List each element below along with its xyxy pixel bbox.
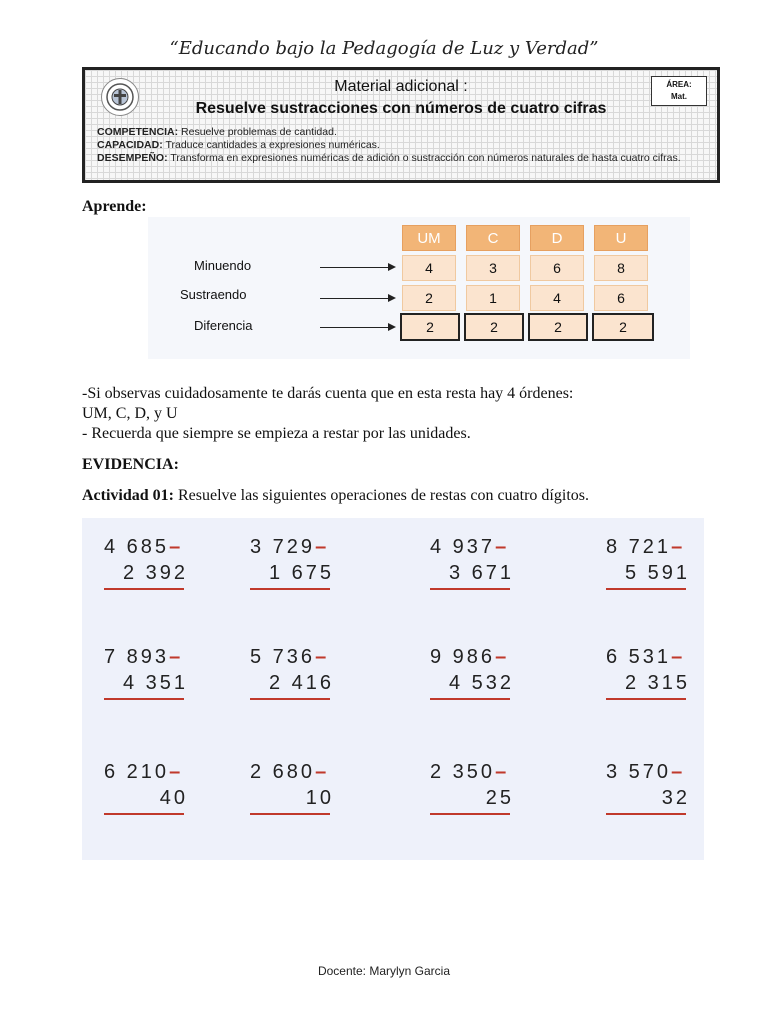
arrow-line (320, 267, 390, 268)
minuend (430, 761, 540, 784)
minuend-number: 3 570 (606, 761, 672, 783)
minuend-number: 6 531 (606, 646, 672, 668)
arrow-right-icon (388, 263, 396, 271)
arrow-right-icon (388, 323, 396, 331)
subtrahend: 4 532 (448, 672, 514, 694)
arrow-line (320, 327, 390, 328)
result-line (104, 698, 184, 700)
minuend-number: 2 350 (430, 761, 496, 783)
header-cell-u: U (594, 225, 648, 251)
diferencia-d: 2 (528, 313, 588, 341)
area-value: Mat. (671, 92, 687, 101)
header-subtitle: Resuelve sustracciones con números de cuatro cifras (195, 100, 607, 117)
subtrahend: 5 591 (624, 562, 690, 584)
minus-sign: – (495, 536, 507, 558)
evidencia-heading: EVIDENCIA: (82, 456, 179, 473)
minuendo-um: 4 (402, 255, 456, 281)
explanation-line-1: -Si observas cuidadosamente te darás cuenta que en esta resta hay 4 órdenes: (82, 385, 574, 402)
sustraendo-d: 4 (530, 285, 584, 311)
operations-panel (82, 518, 704, 860)
minus-sign: – (169, 761, 181, 783)
result-line (430, 813, 510, 815)
desempeno-line (97, 152, 715, 165)
header-cell-um: UM (402, 225, 456, 251)
minuend-number: 3 729 (250, 536, 316, 558)
competencia-label: COMPETENCIA: (97, 126, 179, 138)
minus-sign: – (169, 646, 181, 668)
subtraction-diagram (148, 217, 690, 359)
capacidad-text: Traduce cantidades a expresiones numéricas. (165, 139, 380, 151)
header-title: Material adicional : (334, 78, 468, 95)
sustraendo-c: 1 (466, 285, 520, 311)
subtrahend: 25 (485, 787, 514, 809)
arrow-right-icon (388, 294, 396, 302)
school-motto: “Educando bajo la Pedagogía de Luz y Verdad” (169, 38, 599, 59)
minuend (250, 761, 360, 784)
minuend (606, 761, 716, 784)
minuend (250, 646, 360, 669)
desempeno-label: DESEMPEÑO: (97, 152, 168, 164)
minus-sign: – (315, 761, 327, 783)
result-line (250, 588, 330, 590)
header-box (82, 67, 720, 183)
minuend-number: 4 937 (430, 536, 496, 558)
competencia-text: Resuelve problemas de cantidad. (181, 126, 337, 138)
minus-sign: – (169, 536, 181, 558)
minus-sign: – (671, 761, 683, 783)
subtrahend: 10 (305, 787, 334, 809)
explanation-line-3: - Recuerda que siempre se empieza a restar por las unidades. (82, 425, 471, 442)
minus-sign: – (671, 646, 683, 668)
header-cell-c: C (466, 225, 520, 251)
result-line (250, 813, 330, 815)
aprende-heading: Aprende: (82, 198, 147, 215)
result-line (250, 698, 330, 700)
minuend-number: 6 210 (104, 761, 170, 783)
subtrahend: 40 (159, 787, 188, 809)
row-label-diferencia: Diferencia (194, 318, 253, 333)
result-line (104, 588, 184, 590)
result-line (606, 813, 686, 815)
minuend (104, 761, 214, 784)
subtrahend: 1 675 (268, 562, 334, 584)
competencia-line (97, 126, 715, 139)
result-line (104, 813, 184, 815)
minuend-number: 9 986 (430, 646, 496, 668)
explanation-paragraph (82, 384, 702, 444)
diferencia-um: 2 (400, 313, 460, 341)
minuendo-c: 3 (466, 255, 520, 281)
header-meta (97, 126, 715, 165)
actividad-label: Actividad 01: (82, 487, 174, 504)
minuend (250, 536, 360, 559)
result-line (430, 588, 510, 590)
minuend (606, 536, 716, 559)
minuend (104, 536, 214, 559)
capacidad-line (97, 139, 715, 152)
footer-teacher: Docente: Marylyn Garcia (317, 964, 451, 978)
area-box (651, 76, 707, 106)
result-line (606, 698, 686, 700)
result-line (430, 698, 510, 700)
minuend-number: 5 736 (250, 646, 316, 668)
actividad-instruction (82, 487, 589, 505)
minuend (606, 646, 716, 669)
subtrahend: 32 (661, 787, 690, 809)
minuend-number: 2 680 (250, 761, 316, 783)
row-label-minuendo: Minuendo (194, 258, 252, 273)
sustraendo-um: 2 (402, 285, 456, 311)
minus-sign: – (495, 761, 507, 783)
actividad-text: Resuelve las siguientes operaciones de restas con cuatro dígitos. (174, 487, 589, 504)
minus-sign: – (671, 536, 683, 558)
explanation-line-2: UM, C, D, y U (82, 405, 178, 422)
diferencia-c: 2 (464, 313, 524, 341)
minuend (430, 646, 540, 669)
minus-sign: – (315, 536, 327, 558)
subtrahend: 3 671 (448, 562, 514, 584)
subtrahend: 4 351 (122, 672, 188, 694)
minuend-number: 4 685 (104, 536, 170, 558)
minuendo-u: 8 (594, 255, 648, 281)
minuend-number: 7 893 (104, 646, 170, 668)
header-cell-d: D (530, 225, 584, 251)
row-label-sustraendo: Sustraendo (180, 287, 247, 302)
diferencia-u: 2 (592, 313, 654, 341)
minus-sign: – (315, 646, 327, 668)
minuend-number: 8 721 (606, 536, 672, 558)
subtrahend: 2 315 (624, 672, 690, 694)
minuend (104, 646, 214, 669)
area-label: ÁREA: (666, 80, 692, 89)
result-line (606, 588, 686, 590)
arrow-line (320, 298, 390, 299)
minuendo-d: 6 (530, 255, 584, 281)
sustraendo-u: 6 (594, 285, 648, 311)
subtrahend: 2 416 (268, 672, 334, 694)
minuend (430, 536, 540, 559)
subtrahend: 2 392 (122, 562, 188, 584)
capacidad-label: CAPACIDAD: (97, 139, 163, 151)
desempeno-text: Transforma en expresiones numéricas de adición o sustracción con números naturales de hasta cuatro cifras. (170, 152, 681, 164)
minus-sign: – (495, 646, 507, 668)
